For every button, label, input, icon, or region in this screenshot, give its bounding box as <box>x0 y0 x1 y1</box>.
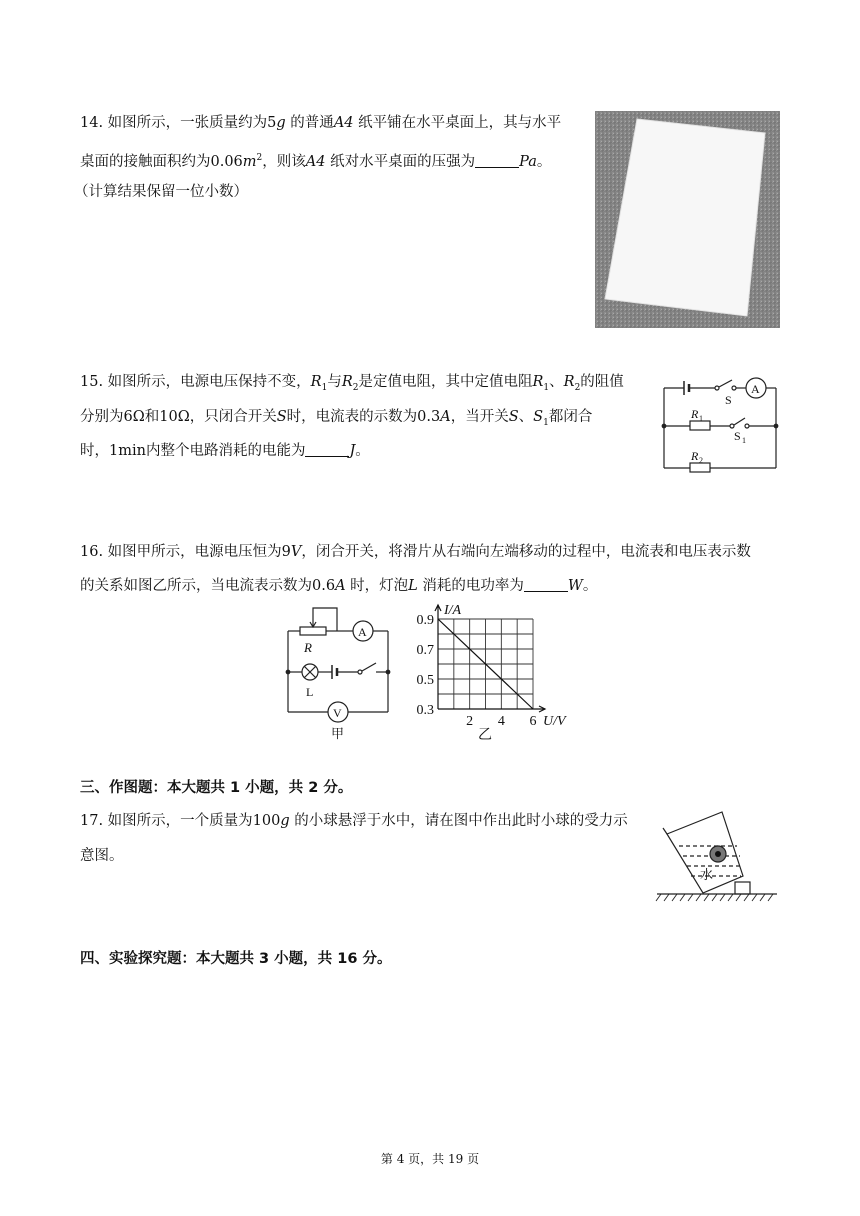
x-axis-label: U/V <box>543 714 566 729</box>
svg-text:R: R <box>691 449 699 463</box>
q15-circuit-diagram <box>650 372 785 474</box>
q17-beaker-diagram <box>655 808 780 904</box>
svg-text:水: 水 <box>700 867 714 882</box>
q14-line3: （计算结果保留一位小数） <box>74 184 248 200</box>
y-axis-label: I/A <box>444 603 462 618</box>
y-tick-label: 0.7 <box>416 643 434 658</box>
svg-text:甲: 甲 <box>331 726 345 741</box>
svg-text:A: A <box>751 382 760 396</box>
svg-text:A: A <box>358 625 367 639</box>
svg-text:1: 1 <box>742 436 746 445</box>
q15-line1: 15. 如图所示，电源电压保持不变，$R_1$与$R_2$是定值电阻，其中定值电阻$R_1$、$R_2$的阻值 <box>80 374 624 393</box>
q16-circuit-diagram <box>280 605 400 745</box>
q15-line2: 分别为6Ω和10Ω，只闭合开关S时，电流表的示数为0.3A，当开关S、$S_1$都闭合 <box>80 409 593 428</box>
section-3-heading: 三、作图题：本大题共 1 小题，共 2 分。 <box>80 780 353 796</box>
graph-caption: 乙 <box>478 728 492 743</box>
q14-line1: 14. 如图所示，一张质量约为5g 的普通A4 纸平铺在水平桌面上，其与水平 <box>80 115 562 131</box>
q17-line1: 17. 如图所示，一个质量为100g 的小球悬浮于水中，请在图中作出此时小球的受力示 <box>80 813 628 829</box>
svg-text:2: 2 <box>699 456 703 465</box>
svg-text:R: R <box>304 640 312 655</box>
q17-line2: 意图。 <box>80 848 124 864</box>
svg-text:V: V <box>333 706 342 720</box>
answer-blank <box>524 577 568 592</box>
y-tick-label: 0.5 <box>416 673 434 688</box>
a4-paper-photo <box>595 111 780 328</box>
svg-text:S: S <box>725 393 732 407</box>
q15-line3: 时，1min内整个电路消耗的电能为 J。 <box>80 443 370 459</box>
y-tick-label: 0.9 <box>416 613 434 628</box>
q16-line1: 16. 如图甲所示，电源电压恒为9V，闭合开关，将滑片从右端向左端移动的过程中，电流表和电压表示数 <box>80 544 751 560</box>
svg-text:L: L <box>306 685 314 699</box>
x-tick-label: 4 <box>497 714 505 729</box>
iu-graph-svg <box>405 602 590 747</box>
q16-iu-graph <box>405 602 590 747</box>
answer-blank <box>475 153 519 168</box>
x-tick-label: 6 <box>529 714 537 729</box>
svg-text:1: 1 <box>699 414 703 423</box>
x-tick-label: 2 <box>466 714 474 729</box>
section-4-heading: 四、实验探究题：本大题共 3 小题，共 16 分。 <box>80 951 392 967</box>
q14-line2: 桌面的接触面积约为$0.06m^2$，则该A4 纸对水平桌面的压强为 Pa。 <box>80 153 552 170</box>
svg-text:S: S <box>734 429 741 443</box>
q16-line2: 的关系如图乙所示，当电流表示数为0.6A 时，灯泡L 消耗的电功率为 W。 <box>80 578 598 594</box>
y-tick-label: 0.3 <box>416 703 434 718</box>
page-footer: 第 4 页，共 19 页 <box>380 1152 480 1166</box>
answer-blank <box>305 442 349 457</box>
svg-text:R: R <box>691 407 699 421</box>
